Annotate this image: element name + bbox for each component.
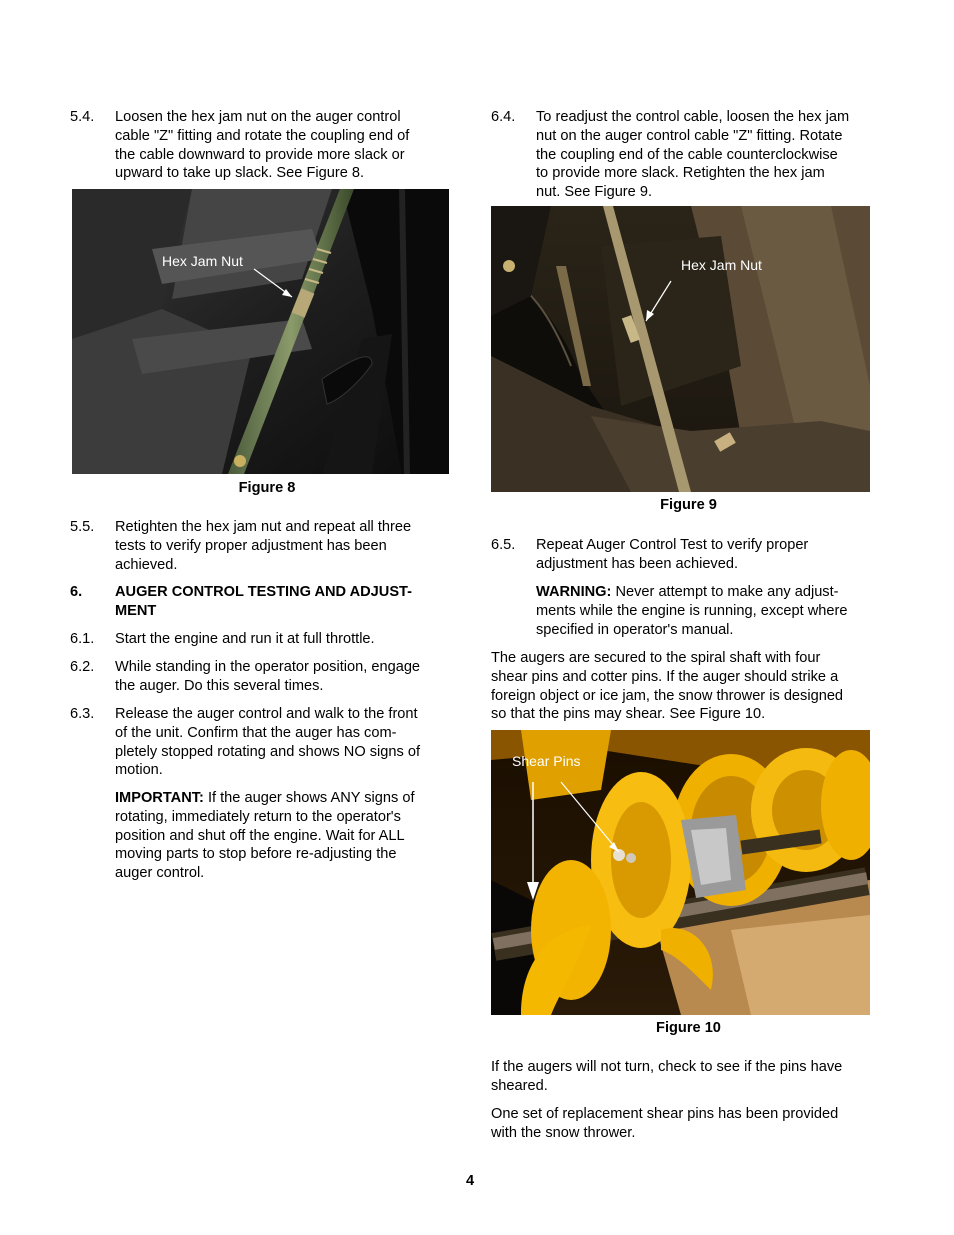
warning-label: WARNING:: [536, 584, 612, 600]
augers-paragraph: The augers are secured to the spiral shaft with four shear pins and cotter pins. If the auger should strike a foreign object or ice jam, the snow thrower is designed so that the pins may shear. See Figure 10.: [491, 650, 844, 723]
figure-8-caption: Figure 8: [238, 480, 296, 496]
step-text: Release the auger control and walk to the front of the unit. Confirm that the auger has com- pletely stopped rotating and shows NO signs of motion.: [115, 706, 421, 779]
figure-8-label: Hex Jam Nut: [162, 253, 243, 269]
figure-9-photo: [491, 206, 870, 492]
step-text: While standing in the operator position, engage the auger. Do this several times.: [115, 659, 421, 694]
figure-9-caption: Figure 9: [660, 497, 717, 513]
step-number: 6.2.: [70, 659, 95, 675]
warning-note: WARNING: Never attempt to make any adjust- ments while the engine is running, except where specified in operator's manual.: [536, 584, 848, 638]
augers-not-turn-paragraph: If the augers will not turn, check to see if the pins have sheared.: [491, 1059, 843, 1094]
step-number: 6.1.: [70, 631, 95, 647]
important-note: IMPORTANT: If the auger shows ANY signs of rotating, immediately return to the operator's position and shut off the engine. Wait for ALL moving parts to stop before re-adjusting the auger control.: [115, 790, 415, 882]
replacement-pins-paragraph: One set of replacement shear pins has been provided with the snow thrower.: [491, 1106, 839, 1141]
step-number: 6.5.: [491, 537, 516, 553]
step-text: Start the engine and run it at full throttle.: [115, 631, 375, 647]
page-number: 4: [465, 1173, 475, 1189]
step-text: Repeat Auger Control Test to verify proper adjustment has been achieved.: [536, 537, 809, 572]
step-text: Loosen the hex jam nut on the auger control cable "Z" fitting and rotate the coupling end of the cable downward to provide more slack or upward to take up slack. See Figure 8.: [115, 109, 410, 182]
section-number: 6.: [70, 584, 83, 600]
step-number: 6.3.: [70, 706, 95, 722]
step-number: 5.4.: [70, 109, 95, 125]
section-title: AUGER CONTROL TESTING AND ADJUST- MENT: [115, 584, 413, 619]
step-number: 5.5.: [70, 519, 95, 535]
step-number: 6.4.: [491, 109, 516, 125]
figure-10-caption: Figure 10: [656, 1020, 721, 1036]
figure-9-label: Hex Jam Nut: [681, 257, 762, 273]
step-text: Retighten the hex jam nut and repeat all three tests to verify proper adjustment has been achieved.: [115, 519, 412, 573]
figure-8-photo: [72, 189, 449, 474]
figure-10-photo: [491, 730, 870, 1015]
figure-10-label: Shear Pins: [512, 753, 581, 769]
step-text: To readjust the control cable, loosen the hex jam nut on the auger control cable "Z" fitting. Rotate the coupling end of the cable counterclockwise to provide more slack. Retighten the hex jam nut. See Figure 9.: [536, 109, 850, 201]
important-label: IMPORTANT:: [115, 790, 204, 806]
